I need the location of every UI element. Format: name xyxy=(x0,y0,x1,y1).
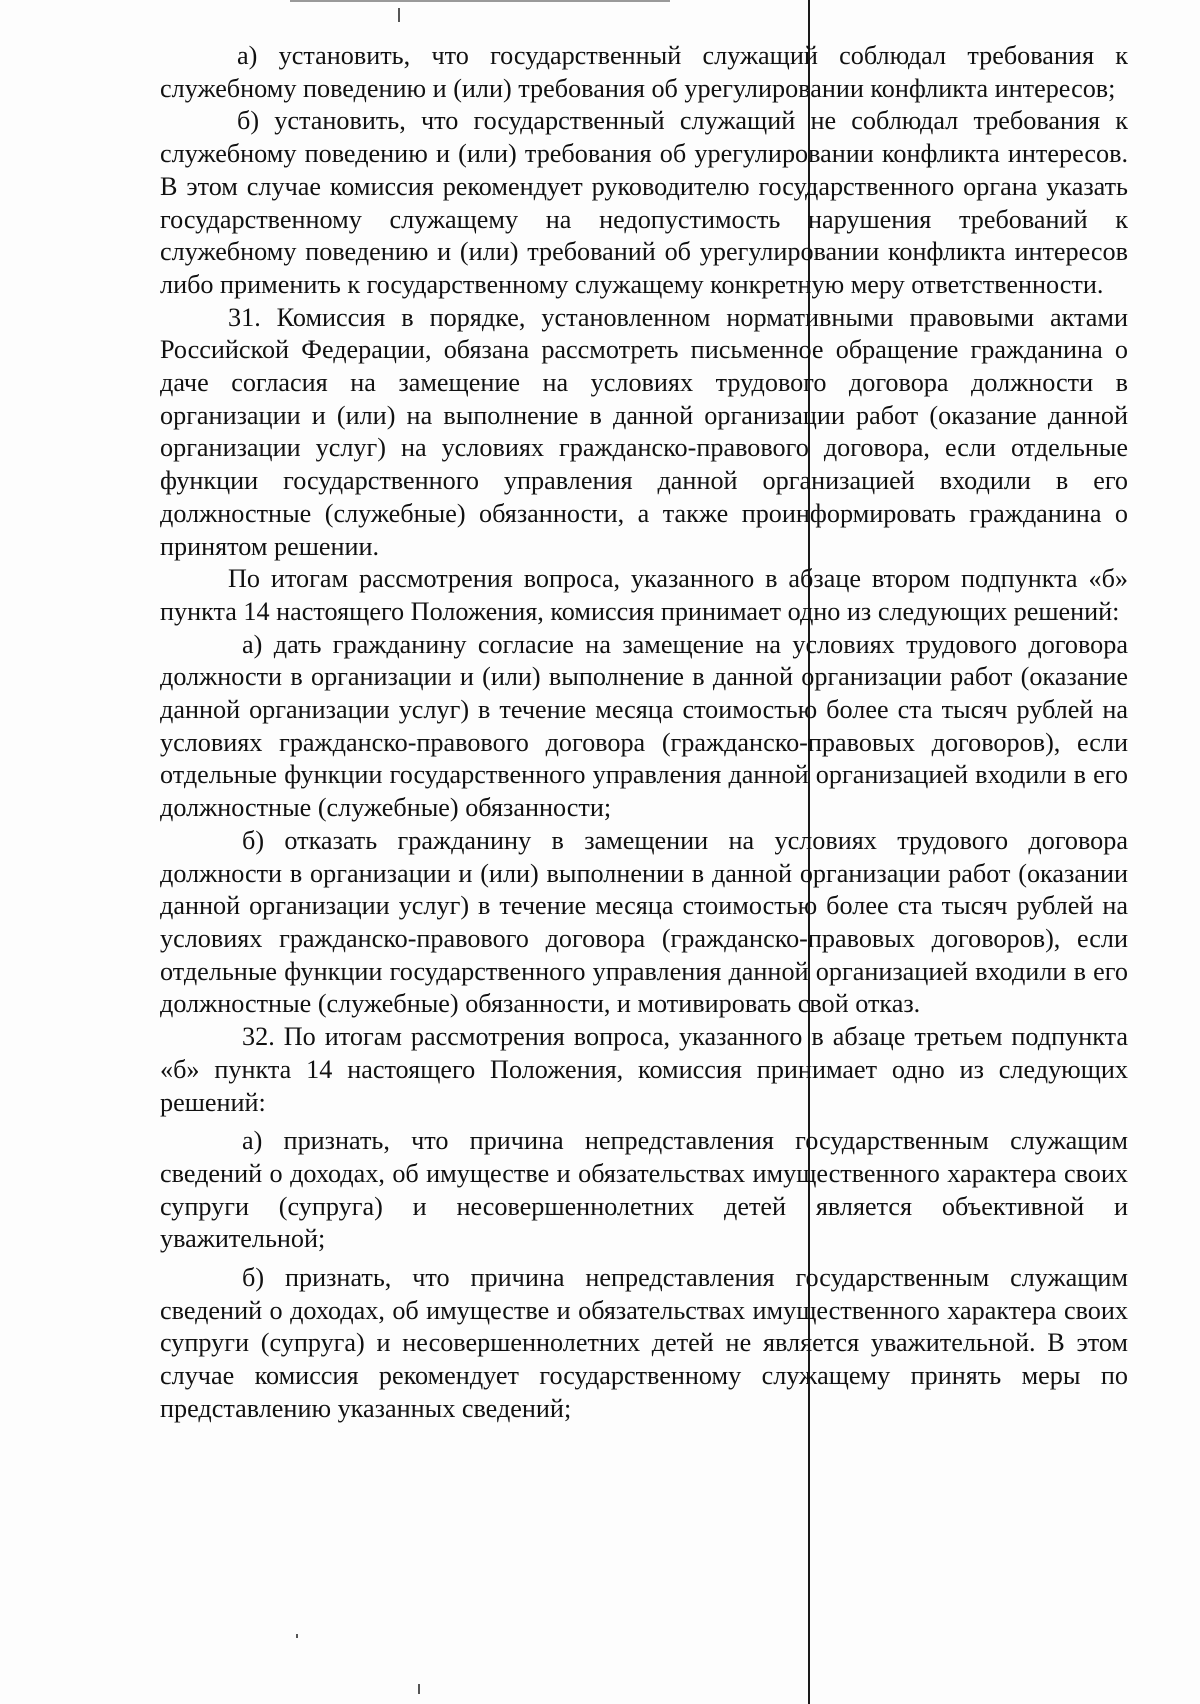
paragraph-31-decisions: По итогам рассмотрения вопроса, указанного в абзаце втором подпункта «б» пункта 14 настоящего Положения, комиссия принимает одно из следующих решений: xyxy=(160,564,1128,626)
paragraph-31b: б) отказать гражданину в замещении на условиях трудового договора должности в организации и (или) выполнении в данной организации работ (оказании данной организации услуг) в течение месяца стоимостью более ста тысяч рублей на условиях гражданско-правового договора (гражданско-правовых договоров), если отдельные функции государственного управления данной организацией входили в его должностные (служебные) обязанности, и мотивировать свой отказ. xyxy=(160,825,1128,1019)
scan-speck xyxy=(418,1684,420,1694)
paragraph-30b: б) установить, что государственный служащий не соблюдал требования к служебному поведению и (или) требования об урегулировании конфликта интересов. В этом случае комиссия рекомендует руководителю государственного органа указать государственному служащему на недопустимость нарушения требований к служебному поведению и (или) требований об урегулировании конфликта интересов либо применить к государственному служащему конкретную меру ответственности. xyxy=(160,106,1128,299)
paragraph-31: 31. Комиссия в порядке, установленном нормативными правовыми актами Российской Федерации, обязана рассмотреть письменное обращение гражданина о даче согласия на замещение на условиях трудового договора должности в организации и (или) на выполнение в данной организации работ (оказание данной организации услуг) на условиях гражданско-правового договора, если отдельные функции государственного управления данной организацией входили в его должностные (служебные) обязанности, а также проинформировать гражданина о принятом решении. xyxy=(160,302,1128,561)
paragraph-32b: б) признать, что причина непредставления государственным служащим сведений о доходах, об имуществе и обязательствах имущественного характера своих супруги (супруга) и несовершеннолетних детей не является уважительной. В этом случае комиссия рекомендует государственному служащему принять меры по представлению указанных сведений; xyxy=(160,1263,1128,1423)
paragraph-32a: а) признать, что причина непредставления государственным служащим сведений о доходах, об имуществе и обязательствах имущественного характера своих супруги (супруга) и несовершеннолетних детей является объективной и уважительной; xyxy=(160,1126,1128,1254)
scan-speck xyxy=(296,1634,298,1638)
page-top-edge xyxy=(290,0,670,2)
scan-speck xyxy=(398,8,400,22)
document-body xyxy=(160,40,1128,1426)
paragraph-30a: а) установить, что государственный служащий соблюдал требования к служебному поведению и (или) требования об урегулировании конфликта интересов; xyxy=(160,41,1128,103)
paragraph-32: 32. По итогам рассмотрения вопроса, указанного в абзаце третьем подпункта «б» пункта 14 настоящего Положения, комиссия принимает одно из следующих решений: xyxy=(160,1022,1128,1117)
paragraph-31a: а) дать гражданину согласие на замещение на условиях трудового договора должности в организации и (или) выполнение в данной организации работ (оказание данной организации услуг) в течение месяца стоимостью более ста тысяч рублей на условиях гражданско-правового договора (гражданско-правовых договоров), если отдельные функции государственного управления данной организацией входили в его должностные (служебные) обязанности; xyxy=(160,629,1128,823)
